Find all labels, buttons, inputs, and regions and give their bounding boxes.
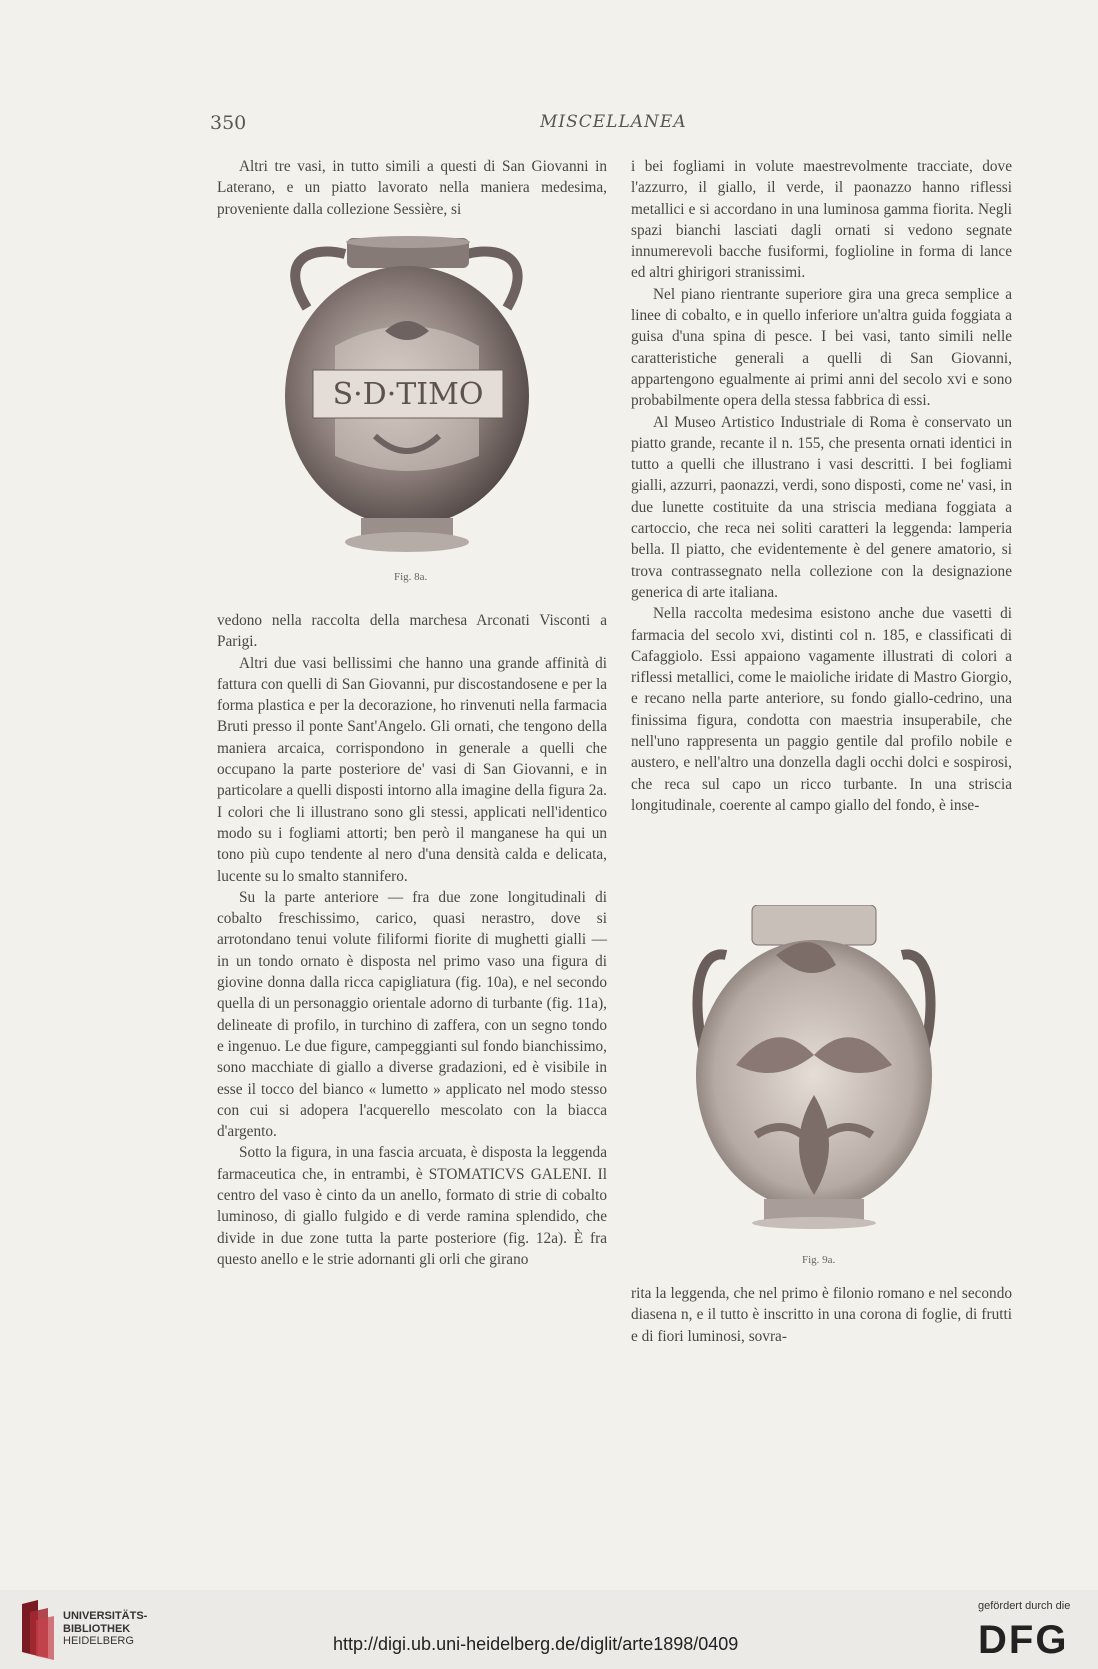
funding-label: gefördert durch die (978, 1600, 1071, 1612)
source-url-link[interactable]: http://digi.ub.uni-heidelberg.de/diglit/arte1898/0409 (333, 1634, 739, 1654)
paragraph: Nella raccolta medesima esistono anche due vasetti di farmacia del secolo xvi, distinti col n. 185, e classificati di Cafaggiolo. Essi appaiono vagamente illustrati di colori a riflessi metallici, come le maioliche iridate di Mastro Giorgio, e recano nella parte anteriore, su fondo giallo-cedrino, una finissima figura, condotta con maestria insuperabile, che nell'uno rappresenta un paggio gentile dal profilo nobile e austero, e nell'altro una donzella dagli occhi dolci e sospirosi, che reca sul capo un ricco turbante. In una striscia longitudinale, coerente al campo giallo del fondo, è inse- (631, 605, 1012, 814)
paragraph: Al Museo Artistico Industriale di Roma è conservato un piatto grande, recante il n. 155, che presenta ornati identici in tutto a quelli che illustrano i vasi descritti. I bei fogliami gialli, azzurri, paonazzi, verdi, sono disposti, come ne' vasi, in due lunette costituite da una striscia mediana foggiata a cartoccio, che reca nei soliti caratteri la leggenda: lamperia bella. Il piatto, che evidentemente è del genere amatorio, si trova contrassegnato nella collezione con la designazione generica di arte italiana. (631, 413, 1012, 601)
paragraph: Sotto la figura, in una fascia arcuata, è disposta la leggenda farmaceutica che, in entrambi, è STOMATICVS GALENI. Il centro del vaso è cinto da un anello, formato di strie di cobalto luminoso, di giallo fulgido e di verde ramina splendido, che divide in due zone tutta la parte posteriore (fig. 12a). È fra questo anello e le strie adornanti gli orli che girano (217, 1144, 607, 1268)
left-column-main (217, 610, 607, 1270)
right-column-bottom (631, 1283, 1012, 1347)
paragraph: Altri tre vasi, in tutto simili a questi di San Giovanni in Laterano, e un piatto lavorato nella maniera medesima, proveniente dalla collezione Sessière, si (217, 158, 607, 218)
library-name-line: HEIDELBERG (63, 1635, 134, 1647)
paragraph: Nel piano rientrante superiore gira una greca semplice a linee di cobalto, e in quello inferiore un'altra guida foggiata a guisa d'una spina di pesce. I bei vasi, tanto simili nelle caratteristiche generali a quelli di San Giovanni, appartengono egualmente ai primi anni del secolo xvi e sono probabilmente opera della stessa fabbrica di essi. (631, 285, 1012, 410)
figure-8-caption: Fig. 8a. (394, 571, 428, 583)
paragraph: vedono nella raccolta della marchesa Arconati Visconti a Parigi. (217, 612, 607, 651)
page-number: 350 (210, 112, 247, 134)
dfg-logo: DFG (978, 1618, 1069, 1662)
figure-9-caption: Fig. 9a. (802, 1254, 836, 1266)
left-column-top (217, 156, 607, 220)
vase-figure-8 (275, 236, 540, 558)
right-column-top (631, 156, 1012, 816)
paragraph: i bei fogliami in volute maestrevolmente tracciate, dove l'azzurro, il giallo, il verde, il paonazzo hanno riflessi metallici e si accordano in una luminosa gamma fiorita. Negli spazi bianchi lasciati dagli ornati si vedono segnate innumerevoli bacche fusiformi, foglioline in forma di lance ed altri ghirigori stranissimi. (631, 158, 1012, 282)
running-head: MISCELLANEA (540, 112, 687, 132)
vase-figure-9 (686, 905, 942, 1229)
library-name-line: BIBLIOTHEK (63, 1622, 131, 1635)
library-name (63, 1610, 147, 1648)
vase-inscription: S·D·TIMO (332, 377, 484, 412)
paragraph: rita la leggenda, che nel primo è filonio romano e nel secondo diasena n, e il tutto è inscritto in una corona di foglie, di frutti e di fiori luminosi, sovra- (631, 1285, 1012, 1345)
paragraph: Su la parte anteriore — fra due zone longitudinali di cobalto freschissimo, carico, quasi nerastro, dove si arrotondano tenui volute filiformi fiorite di mughetti gialli — in un tondo ornato è disposta nel primo vaso una figura di giovine donna dalla ricca capigliatura (fig. 10a), e nel secondo quella di un personaggio orientale adorno di turbante (fig. 11a), delineate di profilo, in turchino di zaffera, con un segno tondo e ingenuo. Le due figure, campeggianti sul fondo bianchissimo, sono macchiate di giallo a diverse gradazioni, ed è visibile in esse il tocco del bianco « lumetto » applicato nel modo stesso con cui si adopera l'acquerello mescolato con la biacca d'argento. (217, 888, 607, 1141)
footer-bar (0, 1590, 1098, 1669)
paragraph: Altri due vasi bellissimi che hanno una grande affinità di fattura con quelli di San Giovanni, pur discostandosene e per la forma plastica e per la decorazione, ho rinvenuti nella farmacia Bruti presso il ponte Sant'Angelo. Gli ornati, che tengono della maniera arcaica, corrispondono in generale a quelli che occupano la parte posteriore de' vasi di San Giovanni, e in particolare a quelli disposti intorno alla imagine della figura 2a. I colori che li illustrano sono gli stessi, applicati nell'identico modo su i fogliami attorti; ben però il manganese ha qui un tono più cupo tendente al nero d'una densità calda e delicata, lucente su lo smalto stannifero. (217, 654, 607, 885)
library-logo-icon (18, 1598, 56, 1660)
library-name-line: UNIVERSITÄTS- (63, 1610, 148, 1622)
